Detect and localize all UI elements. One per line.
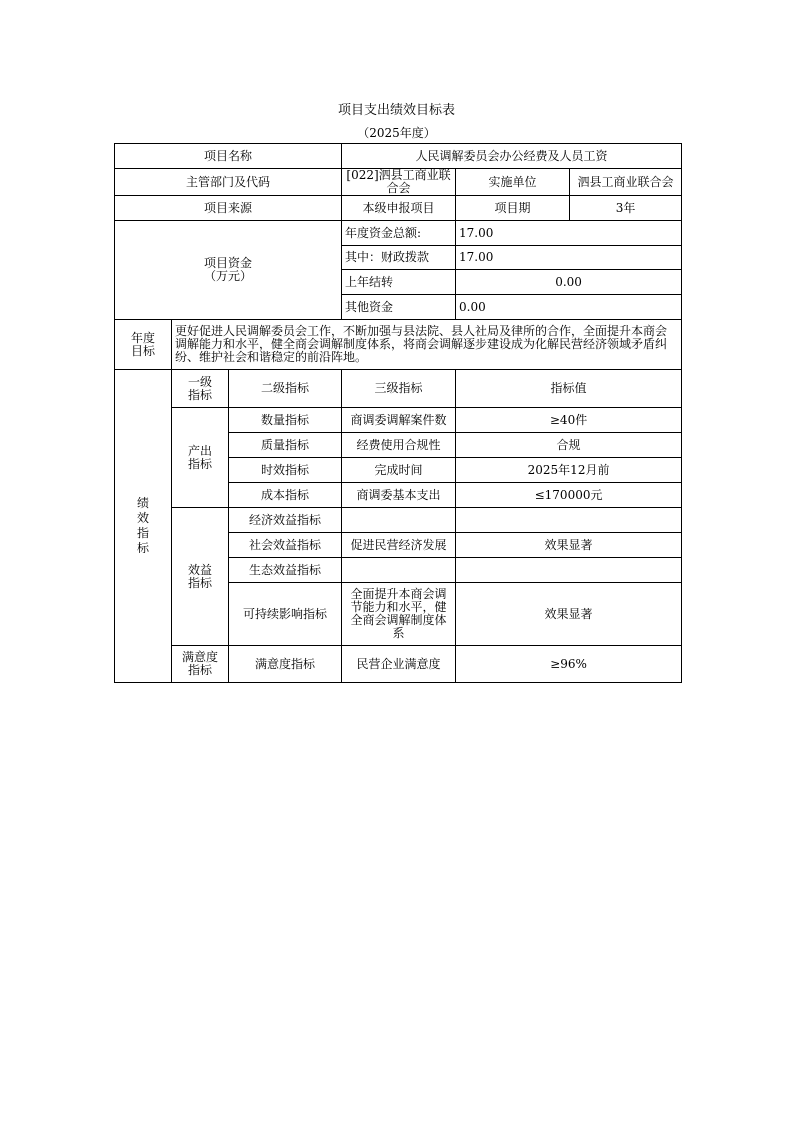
row-header <box>115 370 682 408</box>
label-annual-total: 年度资金总额: <box>342 221 456 246</box>
performance-goal-table <box>114 143 682 683</box>
output-value: ≥40件 <box>456 408 682 433</box>
value-project-period: 3年 <box>570 196 682 221</box>
benefit-value <box>456 558 682 583</box>
header-level1 <box>172 370 229 408</box>
benefit-value: 效果显著 <box>456 583 682 646</box>
output-level3: 经费使用合规性 <box>342 433 456 458</box>
header-level2: 二级指标 <box>229 370 342 408</box>
benefit-value: 效果显著 <box>456 533 682 558</box>
benefit-level3: 全面提升本商会调节能力和水平，健全商会调解制度体系 <box>342 583 456 646</box>
page-title: 项目支出绩效目标表 <box>337 103 455 118</box>
label-last-year: 上年结转 <box>342 270 456 295</box>
label-impl-unit: 实施单位 <box>456 169 570 196</box>
output-value: 合规 <box>456 433 682 458</box>
value-dept-code: [022]泗县工商业联合会 <box>342 169 456 196</box>
page-subtitle: （2025年度） <box>357 126 436 140</box>
output-level3: 商调委调解案件数 <box>342 408 456 433</box>
label-output-text: 产出指标 <box>187 443 212 471</box>
output-level2: 成本指标 <box>229 483 342 508</box>
table-row <box>115 408 682 433</box>
output-level3: 商调委基本支出 <box>342 483 456 508</box>
output-level2: 质量指标 <box>229 433 342 458</box>
header-level3: 三级指标 <box>342 370 456 408</box>
row-source <box>115 196 682 221</box>
value-fiscal: 17.00 <box>456 246 682 270</box>
satisfaction-value: ≥96% <box>456 646 682 683</box>
label-fiscal: 其中：财政拨款 <box>342 246 456 270</box>
header-level1-text: 一级指标 <box>187 374 212 402</box>
value-annual-total: 17.00 <box>456 221 682 246</box>
label-benefit-text: 效益指标 <box>187 562 212 590</box>
satisfaction-level2: 满意度指标 <box>229 646 342 683</box>
value-last-year: 0.00 <box>456 270 682 295</box>
table-row <box>115 646 682 683</box>
label-project-period: 项目期 <box>456 196 570 221</box>
value-project-name: 人民调解委员会办公经费及人员工资 <box>342 144 682 169</box>
label-annual-goal <box>115 320 172 370</box>
header-value: 指标值 <box>456 370 682 408</box>
label-satisfaction-text: 满意度指标 <box>181 650 218 677</box>
label-project-source: 项目来源 <box>115 196 342 221</box>
benefit-value <box>456 508 682 533</box>
output-level2: 数量指标 <box>229 408 342 433</box>
label-funds-text: 项目资金 <box>204 256 253 270</box>
row-annual-total <box>115 221 682 246</box>
output-value: 2025年12月前 <box>456 458 682 483</box>
label-annual-goal-text: 年度目标 <box>130 330 155 358</box>
benefit-level2: 社会效益指标 <box>229 533 342 558</box>
label-dept-code: 主管部门及代码 <box>115 169 342 196</box>
benefit-level3 <box>342 558 456 583</box>
label-benefit <box>172 508 229 646</box>
value-project-source: 本级申报项目 <box>342 196 456 221</box>
benefit-level2: 生态效益指标 <box>229 558 342 583</box>
label-output <box>172 408 229 508</box>
label-project-name: 项目名称 <box>115 144 342 169</box>
row-project-name <box>115 144 682 169</box>
output-value: ≤170000元 <box>456 483 682 508</box>
benefit-level3: 促进民营经济发展 <box>342 533 456 558</box>
value-impl-unit: 泗县工商业联合会 <box>570 169 682 196</box>
benefit-level2: 经济效益指标 <box>229 508 342 533</box>
label-perf <box>115 370 172 683</box>
row-dept <box>115 169 682 196</box>
value-other-funds: 0.00 <box>456 295 682 320</box>
label-perf-text: 绩效指标 <box>136 496 149 555</box>
benefit-level2: 可持续影响指标 <box>229 583 342 646</box>
label-other-funds: 其他资金 <box>342 295 456 320</box>
value-annual-goal: 更好促进人民调解委员会工作，不断加强与县法院、县人社局及律所的合作，全面提升本商会调解能力和水平，健全商会调解制度体系，将商会调解逐步建设成为化解民营经济领域矛盾纠纷、维护社会和谐稳定的前沿阵地。 <box>172 320 682 370</box>
output-level2: 时效指标 <box>229 458 342 483</box>
table-row <box>115 508 682 533</box>
label-satisfaction <box>172 646 229 683</box>
label-funds <box>115 221 342 320</box>
satisfaction-level3: 民营企业满意度 <box>342 646 456 683</box>
output-level3: 完成时间 <box>342 458 456 483</box>
row-annual-goal <box>115 320 682 370</box>
label-funds-unit: （万元） <box>204 269 253 283</box>
benefit-level3 <box>342 508 456 533</box>
